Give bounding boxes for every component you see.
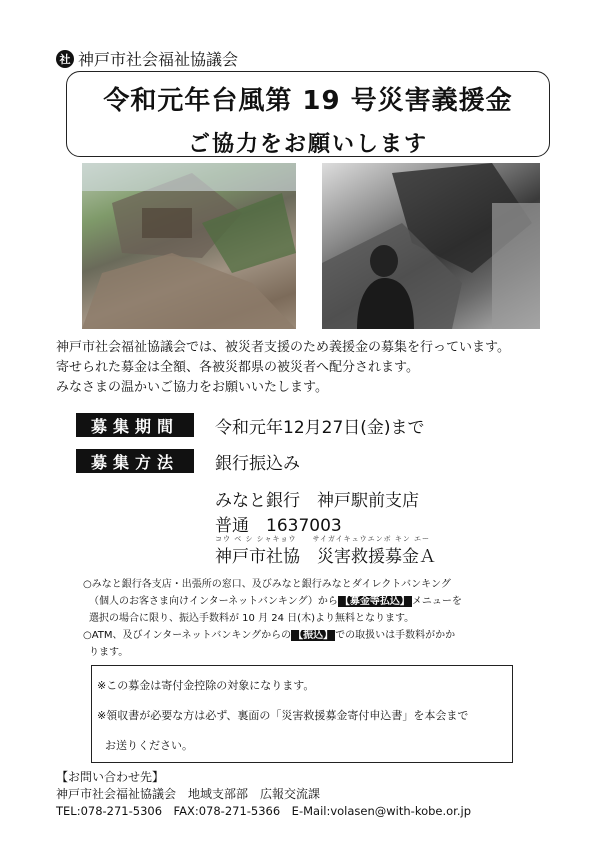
disaster-photo-right xyxy=(322,163,540,329)
account-holder-ruby: コウ ベ シ シャキョウ サイガイキュウエンボ キン エー xyxy=(215,535,431,543)
note-1-highlight: 【募金等払込】 xyxy=(339,596,410,607)
contact-heading: 【お問い合わせ先】 xyxy=(56,770,165,784)
tax-line-3: お送りください。 xyxy=(105,739,193,752)
account-holder: 神戸市社協 災害救援募金Ａ xyxy=(215,547,436,567)
method-value: 銀行振込み xyxy=(215,454,300,474)
disaster-photo-left xyxy=(82,163,296,329)
org-header xyxy=(56,47,238,70)
note-1-line-a: ○みなと銀行各支店・出張所の窓口、及びみなと銀行みなとダイレクトバンキング xyxy=(83,579,451,590)
note-1-text: （個人のお客さま向けインターネットバンキング）から xyxy=(89,596,338,607)
note-2-text: ○ATM、及びインターネットバンキングからの xyxy=(83,630,292,641)
note-1-line-c: 選択の場合に限り、振込手数料が 10 月 24 日(木)より無料となります。 xyxy=(89,613,415,624)
period-label: 募集期間 xyxy=(76,413,194,437)
collapsed-houses-image xyxy=(82,163,296,329)
bank-account: 普通 1637003 xyxy=(215,516,342,536)
tax-line-2: ※領収書が必要な方は必ず、裏面の「災害救援募金寄付申込書」を本会まで xyxy=(97,709,469,722)
org-name: 神戸市社会福祉協議会 xyxy=(78,50,239,69)
intro-line-2: 寄せられた募金は全額、各被災都県の被災者へ配分されます。 xyxy=(56,360,419,375)
period-value: 令和元年12月27日(金)まで xyxy=(215,418,425,438)
note-1-line-b xyxy=(89,593,462,610)
landslide-person-image xyxy=(322,163,540,329)
contact-info: TEL:078-271-5306 FAX:078-271-5366 E-Mail:volasen@with-kobe.or.jp xyxy=(56,804,471,818)
contact-org: 神戸市社会福祉協議会 地域支部部 広報交流課 xyxy=(56,787,321,801)
intro-line-1: 神戸市社会福祉協議会では、被災者支援のため義援金の募集を行っています。 xyxy=(56,340,510,355)
note-2-line-b: ります。 xyxy=(89,647,129,658)
bank-name: みなと銀行 神戸駅前支店 xyxy=(215,491,419,511)
note-2-text-end: での取扱いは手数料がかか xyxy=(335,630,456,641)
main-title: 令和元年台風第 19 号災害義援金 xyxy=(103,86,513,116)
note-1-text-end: メニューを xyxy=(411,596,462,607)
title-box xyxy=(66,71,550,157)
sub-title: ご協力をお願いします xyxy=(187,132,428,157)
org-logo: 社 xyxy=(56,50,74,68)
intro-line-3: みなさまの温かいご協力をお願いいたします。 xyxy=(56,380,328,395)
note-2-highlight: 【振込】 xyxy=(293,630,334,641)
method-label: 募集方法 xyxy=(76,449,194,473)
note-2-line-a xyxy=(83,627,455,644)
tax-line-1: ※この募金は寄付金控除の対象になります。 xyxy=(97,679,315,692)
